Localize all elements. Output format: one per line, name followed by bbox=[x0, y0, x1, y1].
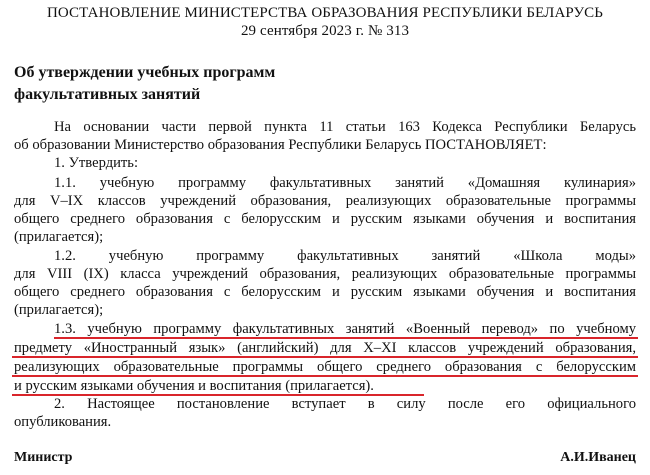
preamble-line: На основании части первой пункта 11 статьи 163 Кодекса Республики Беларусь bbox=[54, 119, 636, 135]
clause-1-2-line: (прилагается); bbox=[14, 302, 104, 318]
document-header: ПОСТАНОВЛЕНИЕ МИНИСТЕРСТВА ОБРАЗОВАНИЯ РЕСПУБЛИКИ БЕЛАРУСЬ bbox=[47, 5, 603, 21]
highlight-underline bbox=[54, 337, 638, 339]
clause-1-3-line: реализующих образовательные программы общего среднего образования с белорусским bbox=[14, 359, 636, 375]
highlight-underline bbox=[12, 356, 638, 358]
clause-1-1-line: общего среднего образования с белорусским и русским языками обучения и воспитания bbox=[14, 211, 636, 227]
preamble-line: об образовании Министерство образования Республики Беларусь ПОСТАНОВЛЯЕТ: bbox=[14, 137, 547, 153]
clause-2-line: опубликования. bbox=[14, 414, 112, 430]
document-date-number: 29 сентября 2023 г. № 313 bbox=[240, 23, 410, 39]
clause-2-line: 2. Настоящее постановление вступает в силу после его официального bbox=[54, 396, 636, 412]
clause-1-3-line: 1.3. учебную программу факультативных занятий «Военный перевод» по учебному bbox=[54, 321, 636, 337]
document-title-line-2: факультативных занятий bbox=[14, 86, 201, 103]
clause-1-1-line: (прилагается); bbox=[14, 229, 104, 245]
signatory-name: А.И.Иванец bbox=[560, 450, 636, 465]
clause-1-1-line: для V–IX классов учреждений образования, реализующих образовательные программы bbox=[14, 193, 636, 209]
clause-1-3-line: предмету «Иностранный язык» (английский) для X–XI классов учреждений образования, bbox=[14, 340, 636, 356]
highlight-underline bbox=[12, 375, 638, 377]
signatory-position: Министр bbox=[14, 450, 73, 465]
document-title-line-1: Об утверждении учебных программ bbox=[14, 64, 276, 81]
clause-1-1-line: 1.1. учебную программу факультативных занятий «Домашняя кулинария» bbox=[54, 175, 636, 191]
clause-1-heading: 1. Утвердить: bbox=[54, 155, 139, 171]
clause-1-2-line: общего среднего образования с белорусским и русским языками обучения и воспитания bbox=[14, 284, 636, 300]
clause-1-2-line: 1.2. учебную программу факультативных занятий «Школа моды» bbox=[54, 248, 636, 264]
clause-1-3-line: и русским языками обучения и воспитания (прилагается). bbox=[14, 378, 374, 394]
clause-1-2-line: для VIII (IX) класса учреждений образования, реализующих образовательные программы bbox=[14, 266, 636, 282]
